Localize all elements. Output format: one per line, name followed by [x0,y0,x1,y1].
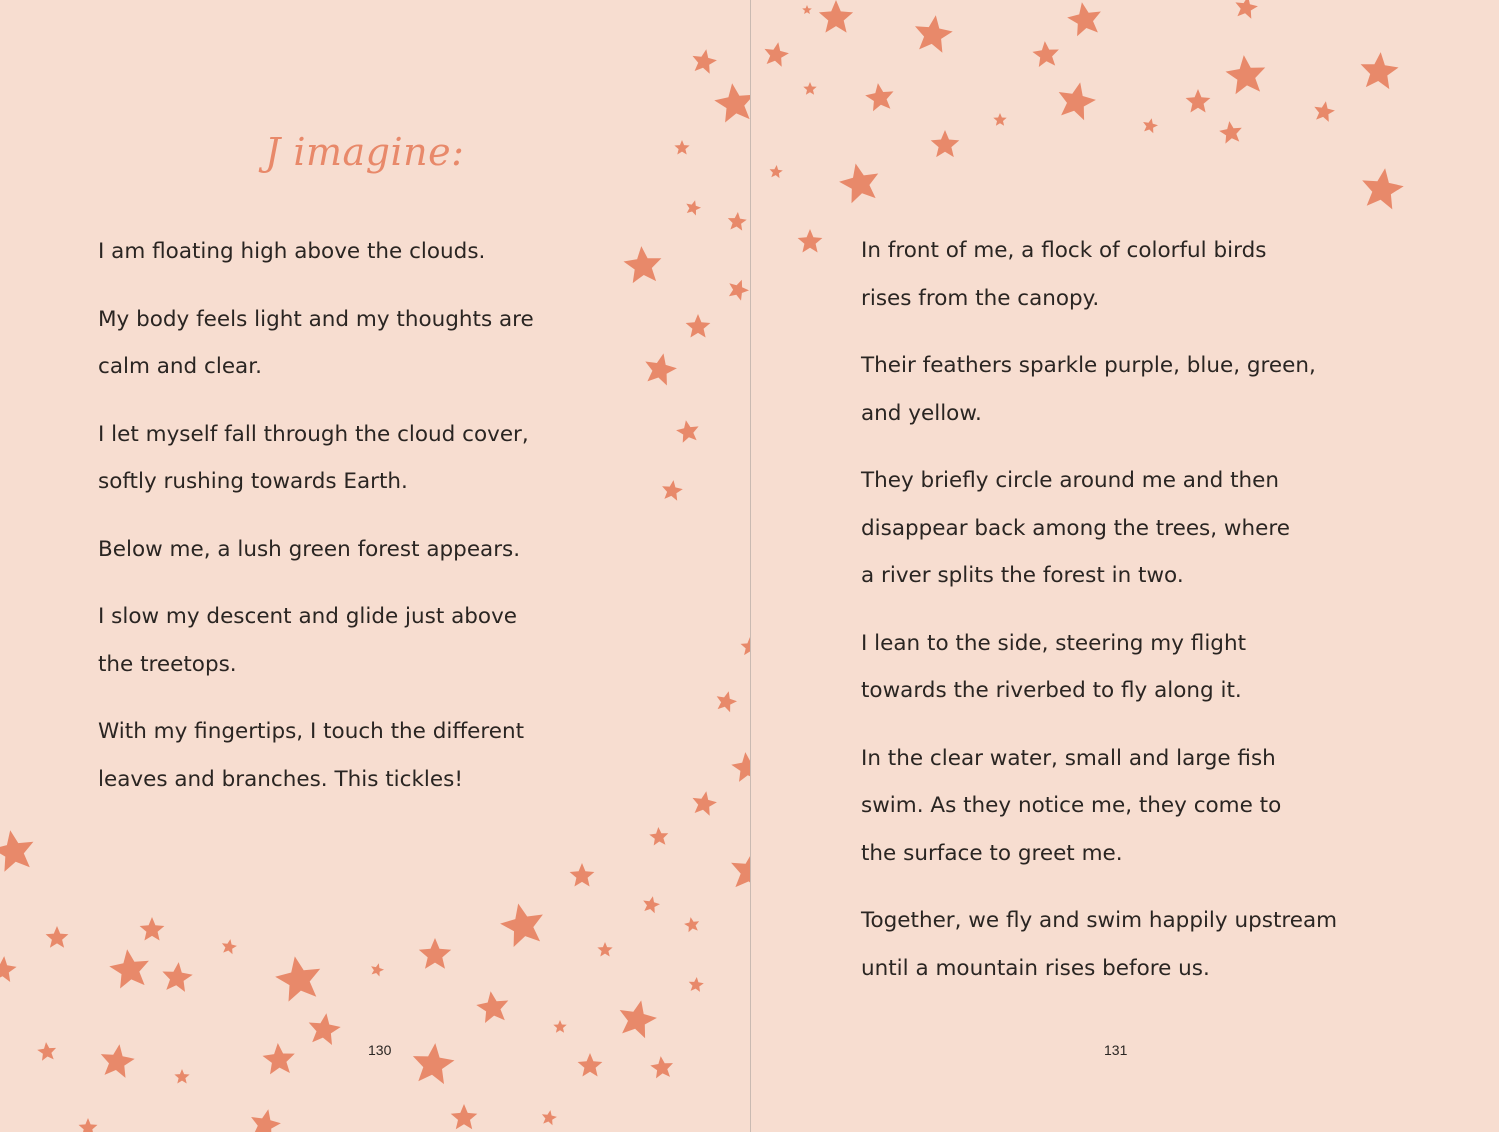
star-icon [915,15,953,53]
star-icon [46,926,69,948]
star-icon [251,1109,281,1132]
star-icon [500,904,543,948]
star-icon [1067,2,1101,36]
paragraph [98,411,568,506]
star-icon [717,691,737,712]
star-icon [839,164,878,204]
text-line: towards the riverbed to fly along it. [861,678,1242,703]
text-line: Below me, a lush green forest appears. [98,536,521,562]
star-icon [643,896,660,913]
star-icon [1059,82,1096,120]
star-icon [1032,41,1059,67]
paragraph [98,526,568,574]
left-page-text [98,228,568,823]
text-line: I let myself fall through the cloud cover, [98,421,529,447]
star-icon [37,1042,56,1061]
star-icon [1226,55,1266,94]
star-icon [109,949,149,988]
text-line: softly rushing towards Earth. [98,469,408,494]
star-icon [0,830,33,872]
star-icon [686,200,701,215]
text-line: In front of me, a flock of colorful birds [861,238,1267,263]
star-icon [620,1000,657,1038]
paragraph [861,620,1381,715]
star-icon [162,962,192,992]
text-line: the surface to greet me. [861,840,1123,866]
star-icon [676,420,699,443]
star-icon [174,1069,189,1084]
star-icon [0,956,17,982]
star-icon [1235,0,1258,19]
star-icon [570,863,595,887]
star-icon [993,113,1006,126]
star-icon [309,1013,341,1045]
star-icon [802,5,812,14]
star-icon [798,229,823,253]
star-icon [101,1044,135,1078]
paragraph [861,227,1381,322]
star-icon [578,1053,603,1077]
paragraph [98,228,568,276]
star-icon [741,637,751,655]
text-line: rises from the canopy. [861,285,1100,311]
star-icon [645,353,677,385]
star-icon [865,83,893,111]
star-icon [1219,121,1242,144]
star-icon [931,130,960,157]
star-icon [553,1020,566,1033]
star-icon [542,1110,557,1125]
right-page [751,0,1499,1132]
star-icon [693,49,717,73]
star-icon [662,480,683,501]
star-icon [693,791,717,816]
star-icon [674,140,689,155]
star-icon [819,0,853,33]
star-icon [413,1043,455,1084]
text-line: leaves and branches. This tickles! [98,766,463,792]
paragraph [861,897,1381,992]
star-icon [1314,101,1335,122]
star-icon [451,1104,478,1129]
star-icon [731,752,750,782]
text-line: the treetops. [98,651,237,677]
text-line: They briefly circle around me and then [861,468,1279,493]
star-icon [1361,52,1399,89]
star-icon [650,1056,673,1078]
star-icon [765,42,789,66]
paragraph [98,593,568,688]
page-number-right: 131 [1104,1042,1128,1058]
star-icon [770,165,783,178]
star-icon [731,851,750,890]
star-icon [1186,89,1211,113]
text-line: Together, we fly and swim happily upstream [861,908,1338,933]
star-icon [79,1118,98,1132]
paragraph [861,457,1381,600]
text-line: I slow my descent and glide just above [98,604,518,629]
text-line: In the clear water, small and large fish [861,745,1276,771]
page-number-left: 130 [368,1042,392,1058]
paragraph [98,296,568,391]
text-line: My body feels light and my thoughts are [98,306,534,332]
text-line: With my fingertips, I touch the different [98,719,525,744]
star-icon [624,246,662,283]
page-heading: J imagine: [265,130,465,174]
text-line: and yellow. [861,400,982,426]
star-icon [686,314,711,338]
star-icon [222,939,237,954]
star-icon [1362,168,1404,209]
text-line: I lean to the side, steering my flight [861,630,1246,656]
paragraph [861,342,1381,437]
star-icon [140,917,165,941]
star-icon [371,963,384,976]
star-icon [803,82,816,95]
text-line: Their feathers sparkle purple, blue, green, [861,353,1316,378]
text-line: until a mountain rises before us. [861,955,1210,981]
text-line: calm and clear. [98,354,262,379]
star-icon [476,991,508,1023]
star-icon [1143,118,1158,133]
star-icon [649,827,668,846]
text-line: I am floating high above the clouds. [98,239,486,264]
star-icon [263,1043,295,1074]
star-icon [275,956,320,1001]
right-page-text [861,227,1381,1012]
paragraph [98,708,568,803]
star-icon [689,977,704,992]
star-icon [714,83,750,122]
text-line: disappear back among the trees, where [861,515,1290,541]
text-line: a river splits the forest in two. [861,563,1184,588]
star-icon [729,280,749,301]
star-icon [597,942,612,957]
text-line: swim. As they notice me, they come to [861,793,1282,818]
star-icon [419,938,451,969]
star-icon [684,917,699,932]
star-icon [728,212,747,231]
paragraph [861,735,1381,878]
